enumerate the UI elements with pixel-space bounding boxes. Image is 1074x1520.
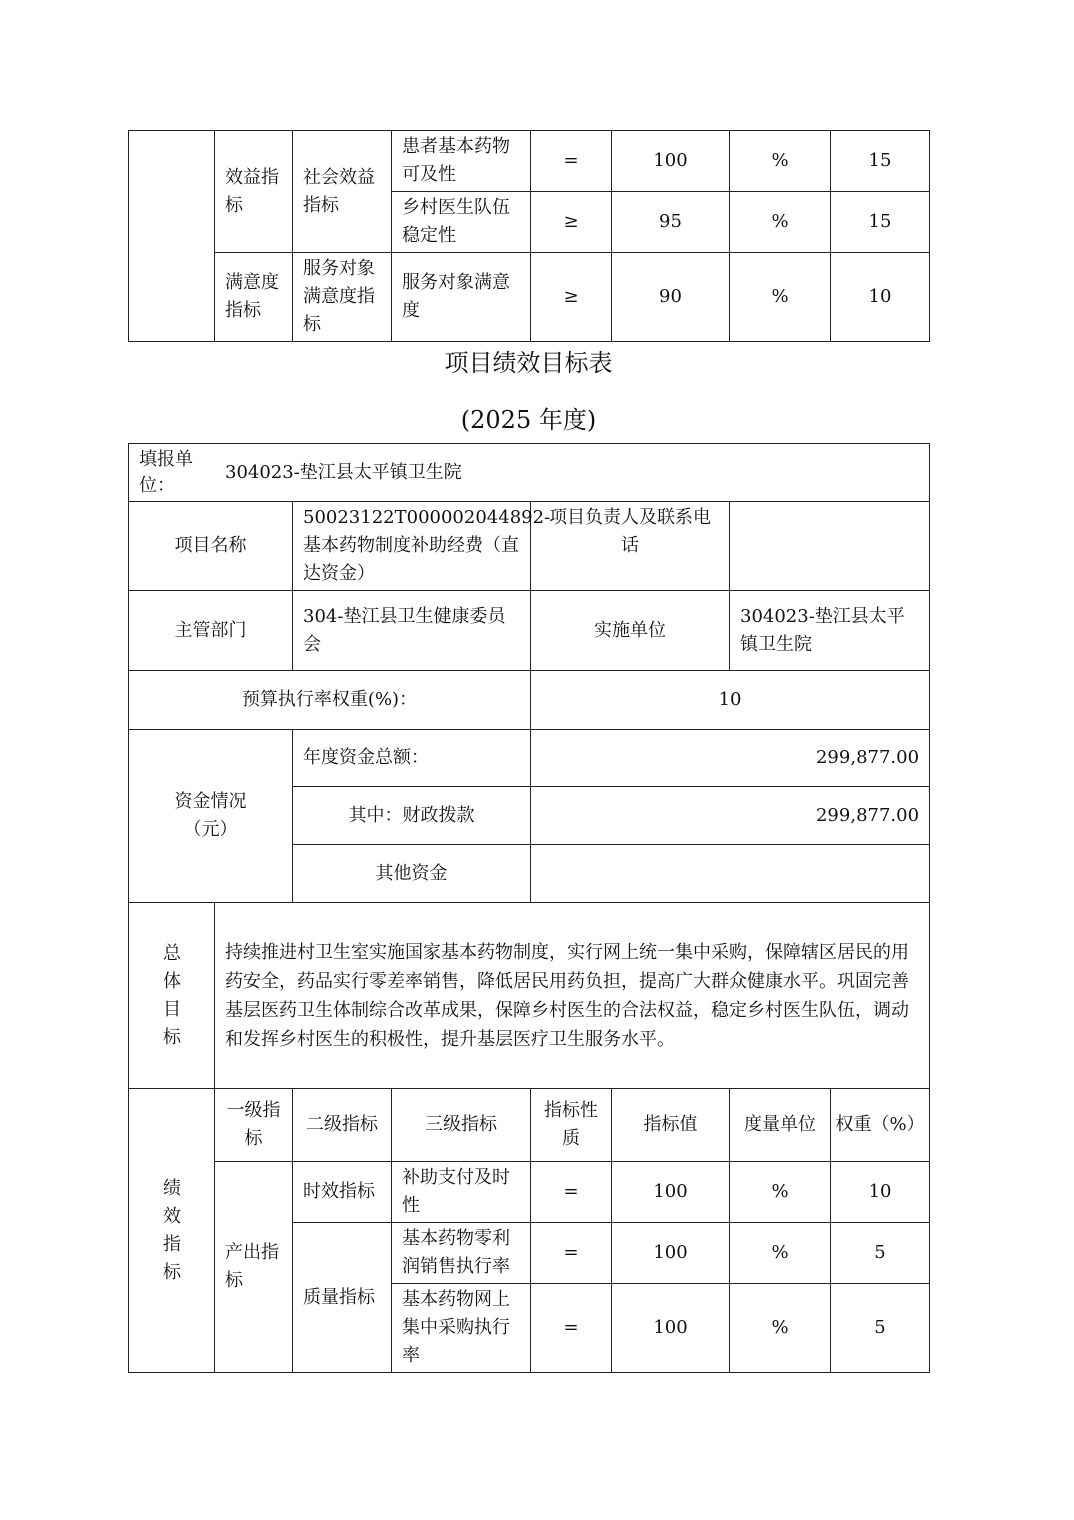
goal-label: 总体目标 [129,903,215,1089]
dept-label: 主管部门 [129,591,293,671]
table-row [129,131,930,192]
header-nature: 指标性质 [531,1089,612,1162]
dept-value: 304-垫江县卫生健康委员会 [293,591,531,671]
indicator-op: = [531,131,612,192]
indicator-value: 100 [612,1284,730,1373]
funds-other-value [531,845,930,903]
table-row [129,591,930,671]
indicator-name: 服务对象满意度 [392,253,531,342]
page-title: 项目绩效目标表 [444,349,613,377]
indicator-name: 基本药物网上集中采购执行率 [392,1284,531,1373]
indicator-unit: % [730,1162,831,1223]
header-level3: 三级指标 [392,1089,531,1162]
indicator-name: 基本药物零利润销售执行率 [392,1223,531,1284]
funds-total-label: 年度资金总额： [293,730,531,787]
reporting-unit-cell [129,444,930,502]
indicator-op: ≥ [531,192,612,253]
indicator-weight: 15 [831,192,930,253]
indicator-value: 90 [612,253,730,342]
impl-value: 304023-垫江县太平镇卫生院 [730,591,930,671]
indicator-unit: % [730,131,831,192]
level1-output: 产出指标 [215,1162,293,1373]
budget-weight-value: 10 [531,671,930,730]
table-row [129,671,930,730]
indicator-unit: % [730,1223,831,1284]
funds-label: 资金情况（元） [129,730,293,903]
indicator-name: 补助支付及时性 [392,1162,531,1223]
performance-goal-table [128,443,930,1373]
table-row [129,444,930,502]
indicator-weight: 10 [831,253,930,342]
project-name-label: 项目名称 [129,502,293,591]
level2-cell: 效益指标 [215,131,293,253]
indicator-unit: % [730,1284,831,1373]
impl-label: 实施单位 [531,591,730,671]
indicator-op: = [531,1284,612,1373]
reporting-unit-value: 304023-垫江县太平镇卫生院 [225,461,462,483]
indicator-weight: 5 [831,1284,930,1373]
level3-cell: 服务对象满意度指标 [293,253,392,342]
header-level2: 二级指标 [293,1089,392,1162]
level2-quality: 质量指标 [293,1223,392,1373]
table-row [129,903,930,1089]
table-row [129,502,930,591]
level2-timely: 时效指标 [293,1162,392,1223]
level2-cell: 满意度指标 [215,253,293,342]
indicator-unit: % [730,253,831,342]
table-row [129,730,930,787]
indicator-name: 患者基本药物可及性 [392,131,531,192]
indicator-weight: 10 [831,1162,930,1223]
funds-fiscal-value: 299,877.00 [531,787,930,845]
indicator-name: 乡村医生队伍稳定性 [392,192,531,253]
indicator-op: = [531,1162,612,1223]
budget-weight-label: 预算执行率权重(%)： [129,671,531,730]
table-row [129,1162,930,1223]
goal-text: 持续推进村卫生室实施国家基本药物制度，实行网上统一集中采购，保障辖区居民的用药安全，药品实行零差率销售，降低居民用药负担，提高广大群众健康水平。巩固完善基层医药卫生体制综合改革成果，保障乡村医生的合法权益，稳定乡村医生队伍，调动和发挥乡村医生的积极性，提升基层医疗卫生服务水平。 [215,903,930,1089]
indicator-value: 95 [612,192,730,253]
project-name-value: 50023122T000002044892-基本药物制度补助经费（直达资金） [293,502,531,591]
header-level1: 一级指标 [215,1089,293,1162]
blank-cell [129,131,215,342]
funds-total-value: 299,877.00 [531,730,930,787]
indicator-op: ≥ [531,253,612,342]
funds-fiscal-label: 其中：财政拨款 [293,787,531,845]
indicator-weight: 15 [831,131,930,192]
funds-other-label: 其他资金 [293,845,531,903]
indicator-op: = [531,1223,612,1284]
indicator-value: 100 [612,1223,730,1284]
table-row [129,1089,930,1162]
header-weight: 权重（%） [831,1089,930,1162]
indicator-unit: % [730,192,831,253]
manager-value [730,502,930,591]
indicator-value: 100 [612,1162,730,1223]
reporting-unit-label: 填报单位： [139,448,193,496]
indicators-label: 绩效指标 [129,1089,215,1373]
table-row [129,253,930,342]
continued-indicator-table [128,130,930,342]
level3-cell: 社会效益指标 [293,131,392,253]
indicator-value: 100 [612,131,730,192]
header-value: 指标值 [612,1089,730,1162]
page-subtitle: (2025 年度) [460,406,597,434]
manager-label: 项目负责人及联系电话 [531,502,730,591]
indicator-weight: 5 [831,1223,930,1284]
header-unit: 度量单位 [730,1089,831,1162]
